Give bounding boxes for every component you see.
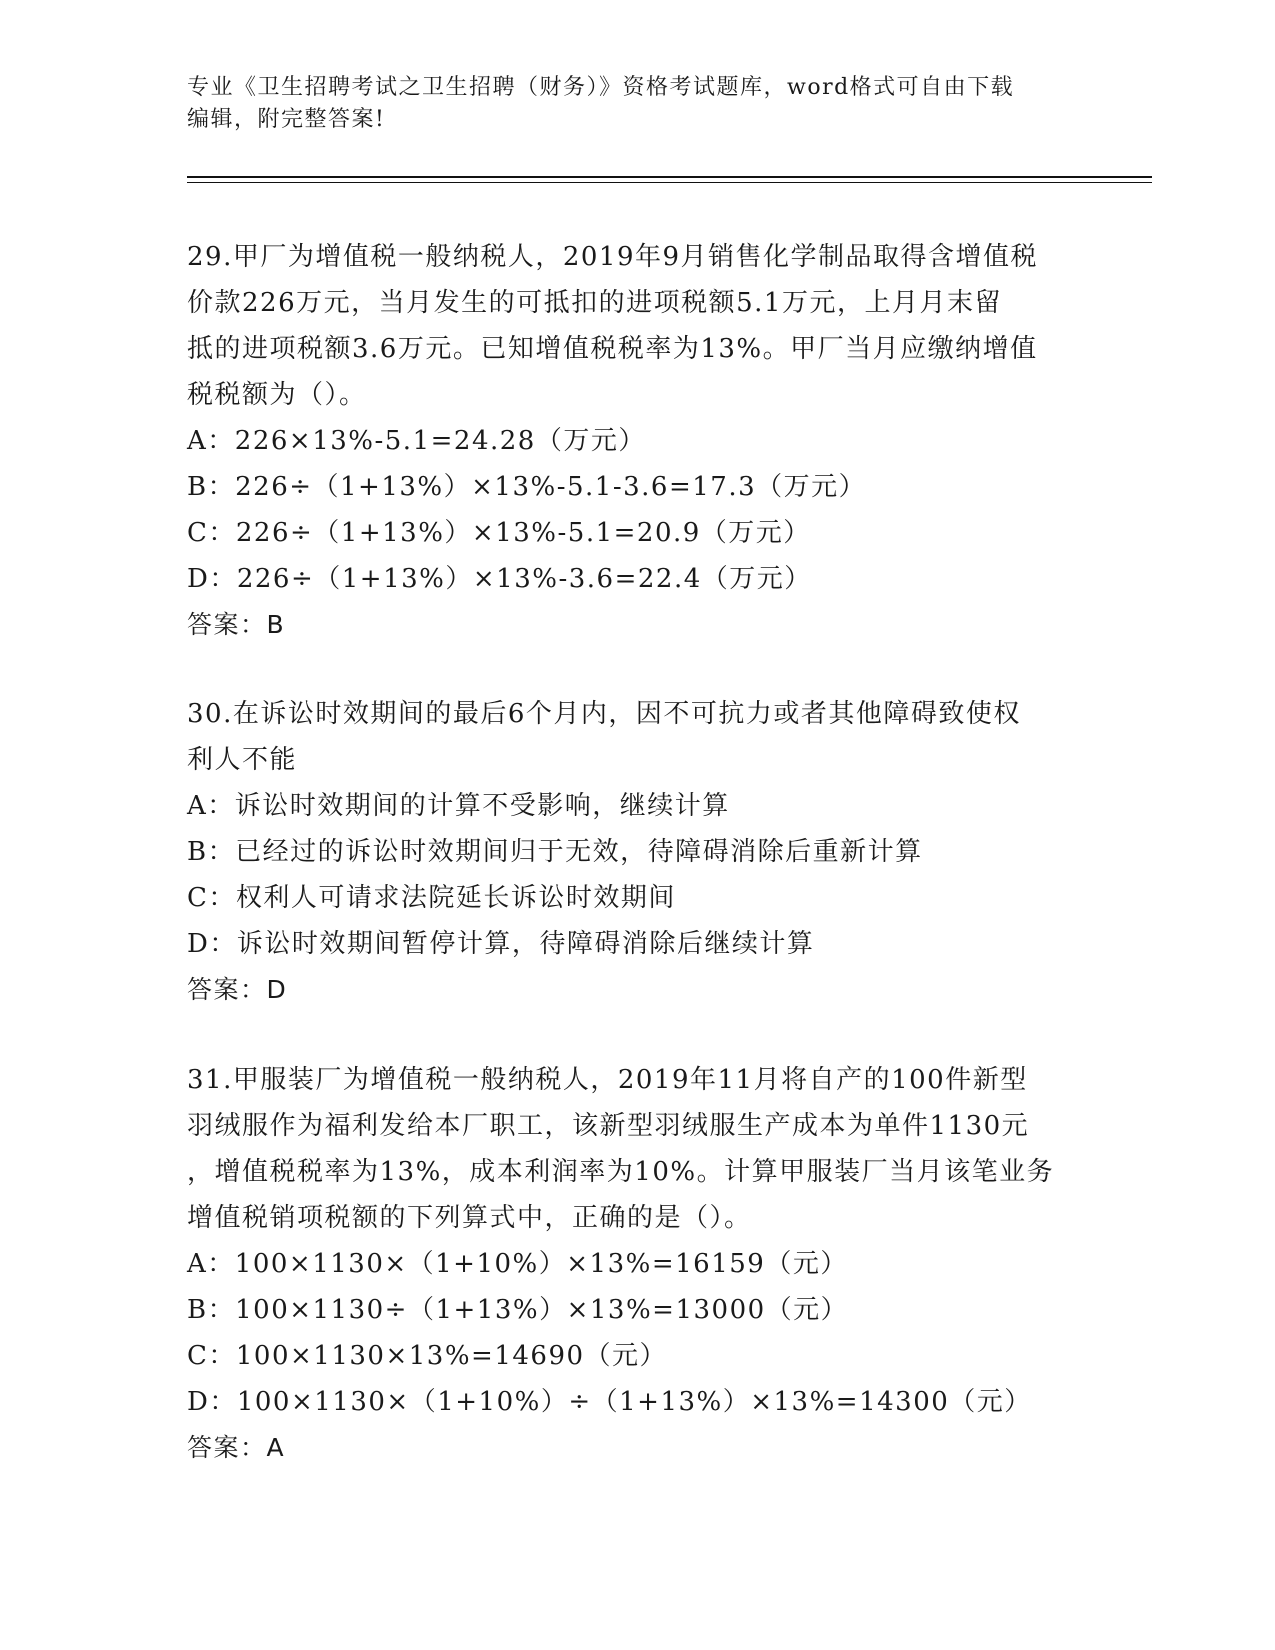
header-line-1: 专业《卫生招聘考试之卫生招聘（财务）》资格考试题库，word格式可自由下载 bbox=[187, 75, 1015, 100]
answer-line: 答案：A bbox=[187, 1433, 286, 1462]
question-30 bbox=[187, 691, 1087, 1013]
answer-line: 答案：D bbox=[187, 975, 288, 1004]
stem-line: 利人不能 bbox=[187, 745, 298, 775]
option-a: A：100×1130×（1+10%）×13%=16159（元） bbox=[187, 1249, 848, 1279]
option-b: B：226÷（1+13%）×13%-5.1-3.6=17.3（万元） bbox=[187, 472, 867, 502]
stem-line: 税税额为（）。 bbox=[187, 380, 367, 410]
stem-line: 31.甲服装厂为增值税一般纳税人，2019年11月将自产的100件新型 bbox=[187, 1065, 1028, 1095]
header-divider-thin bbox=[187, 182, 1152, 183]
stem-line: 抵的进项税额3.6万元。已知增值税税率为13%。甲厂当月应缴纳增值 bbox=[187, 334, 1038, 364]
stem-line: 29.甲厂为增值税一般纳税人，2019年9月销售化学制品取得含增值税 bbox=[187, 242, 1039, 272]
option-c: C：权利人可请求法院延长诉讼时效期间 bbox=[187, 883, 676, 913]
stem-line: 羽绒服作为福利发给本厂职工，该新型羽绒服生产成本为单件1130元 bbox=[187, 1111, 1030, 1141]
option-c: C：226÷（1+13%）×13%-5.1=20.9（万元） bbox=[187, 518, 811, 548]
stem-line: 30.在诉讼时效期间的最后6个月内，因不可抗力或者其他障碍致使权 bbox=[187, 699, 1021, 729]
option-c: C：100×1130×13%=14690（元） bbox=[187, 1341, 668, 1371]
question-stem bbox=[187, 234, 1087, 418]
header-line-2: 编辑，附完整答案! bbox=[187, 107, 386, 132]
answer-line: 答案：B bbox=[187, 610, 286, 639]
stem-line: 增值税销项税额的下列算式中，正确的是（）。 bbox=[187, 1203, 752, 1233]
option-a: A：226×13%-5.1=24.28（万元） bbox=[187, 426, 646, 456]
stem-line: ，增值税税率为13%，成本利润率为10%。计算甲服装厂当月该笔业务 bbox=[187, 1157, 1055, 1187]
option-d: D：100×1130×（1+10%）÷（1+13%）×13%=14300（元） bbox=[187, 1387, 1032, 1417]
option-b: B：100×1130÷（1+13%）×13%=13000（元） bbox=[187, 1295, 849, 1325]
question-stem bbox=[187, 691, 1087, 783]
option-d: D：诉讼时效期间暂停计算，待障碍消除后继续计算 bbox=[187, 929, 815, 959]
question-stem bbox=[187, 1057, 1087, 1241]
option-b: B：已经过的诉讼时效期间归于无效，待障碍消除后重新计算 bbox=[187, 837, 923, 867]
question-31 bbox=[187, 1057, 1087, 1471]
option-d: D：226÷（1+13%）×13%-3.6=22.4（万元） bbox=[187, 564, 812, 594]
stem-line: 价款226万元，当月发生的可抵扣的进项税额5.1万元，上月月末留 bbox=[187, 288, 1002, 318]
header-divider-thick bbox=[187, 176, 1152, 178]
document-header bbox=[187, 72, 1077, 136]
question-29 bbox=[187, 234, 1087, 648]
option-a: A：诉讼时效期间的计算不受影响，继续计算 bbox=[187, 791, 730, 821]
